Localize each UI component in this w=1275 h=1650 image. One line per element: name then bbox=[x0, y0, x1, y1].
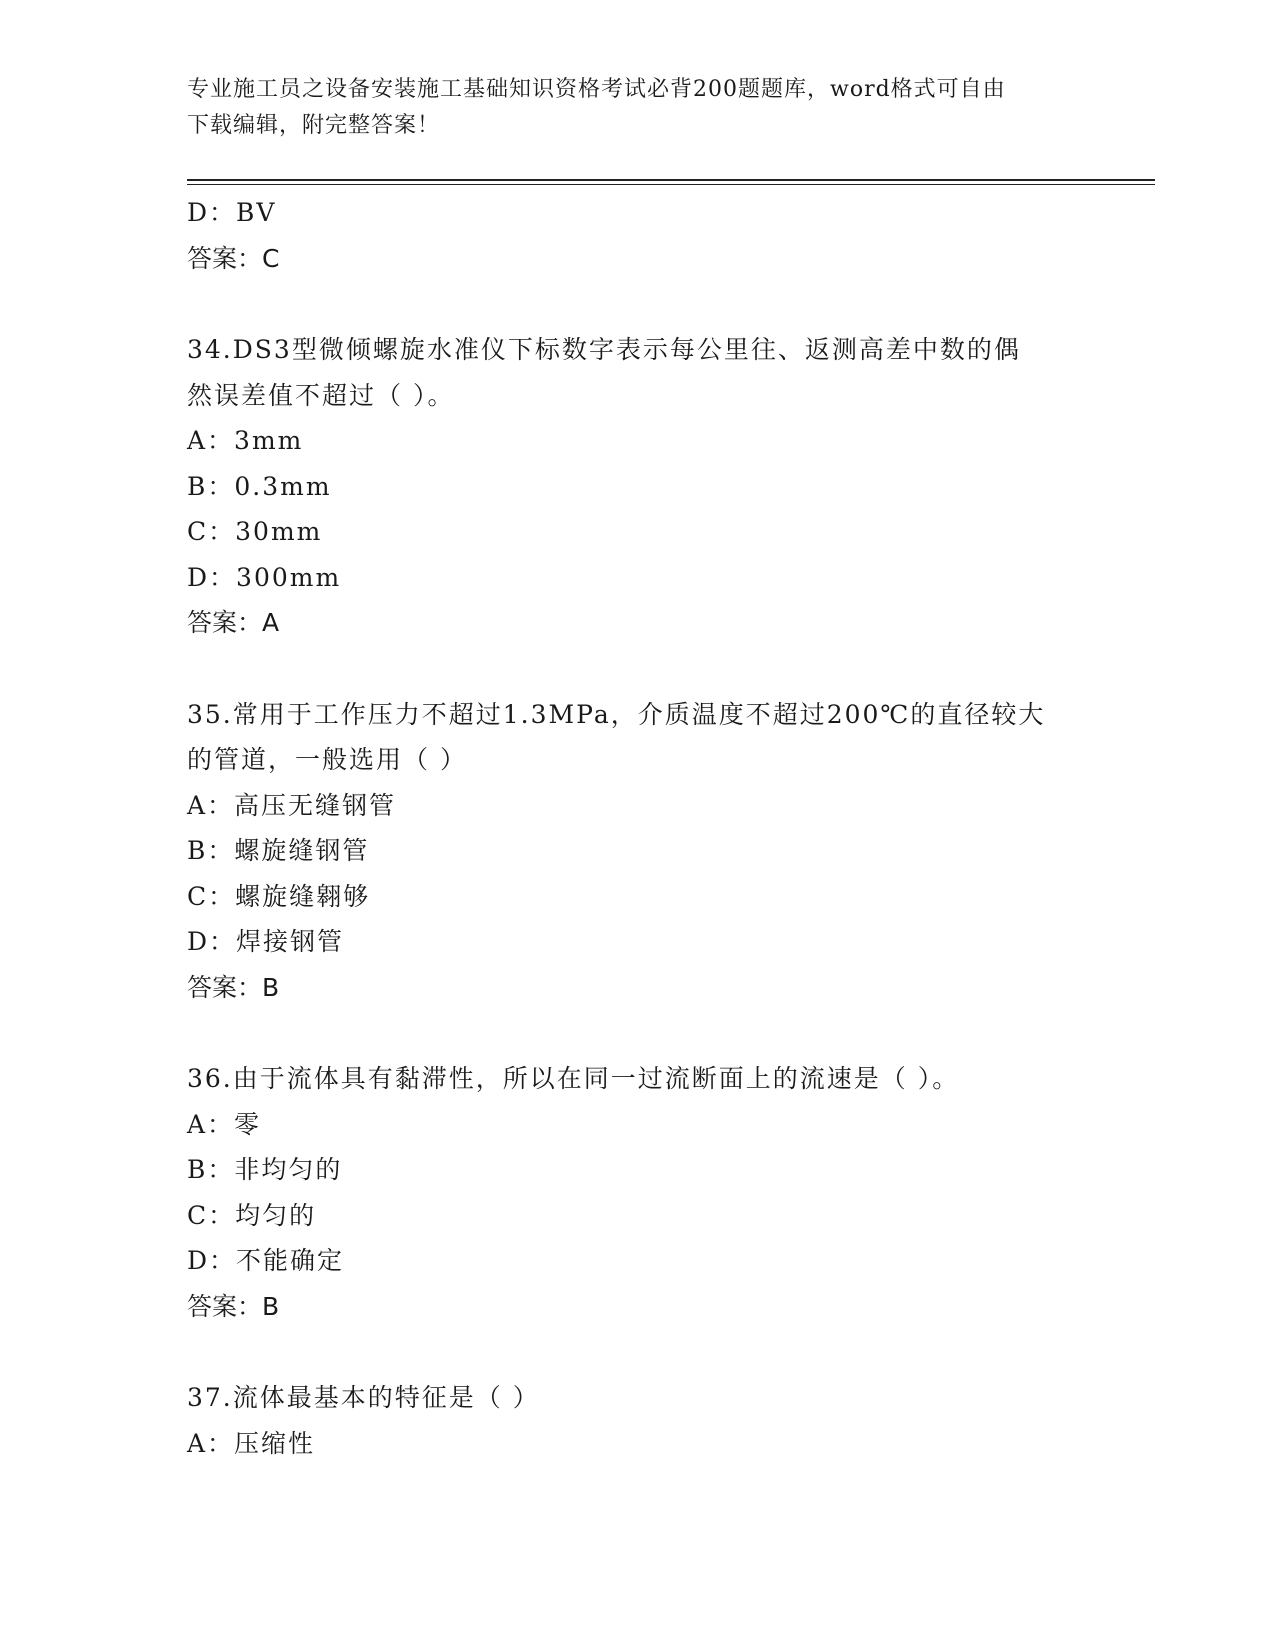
option-b: B：非均匀的 bbox=[187, 1155, 343, 1184]
question-35 bbox=[187, 692, 1087, 1011]
option-a: A：3mm bbox=[187, 426, 304, 455]
answer-line: 答案：B bbox=[187, 972, 280, 1002]
answer-line: 答案：A bbox=[187, 608, 280, 637]
question-text-line-1: 36.由于流体具有黏滞性，所以在同一过流断面上的流速是（ ）。 bbox=[187, 1064, 960, 1093]
option-d: D：BV bbox=[187, 198, 277, 227]
document-page bbox=[187, 0, 1157, 1650]
option-c: C：均匀的 bbox=[187, 1200, 317, 1230]
question-36 bbox=[187, 1056, 1087, 1329]
question-37 bbox=[187, 1375, 1087, 1466]
option-c: C：螺旋缝翱够 bbox=[187, 881, 371, 911]
header-line-1: 专业施工员之设备安装施工基础知识资格考试必背200题题库，word格式可自由 bbox=[187, 77, 1006, 102]
question-list bbox=[187, 190, 1087, 1466]
option-d: D：焊接钢管 bbox=[187, 927, 345, 956]
header-line-2: 下载编辑，附完整答案！ bbox=[187, 113, 441, 138]
option-a: A：零 bbox=[187, 1109, 262, 1139]
answer-line: 答案：C bbox=[187, 243, 280, 273]
page-header bbox=[187, 72, 1067, 144]
question-text-line-2: 的管道，一般选用（ ） bbox=[187, 745, 467, 774]
option-a: A：压缩性 bbox=[187, 1428, 316, 1458]
option-d: D：300mm bbox=[187, 562, 342, 592]
option-d: D：不能确定 bbox=[187, 1246, 345, 1275]
question-text-line-1: 35.常用于工作压力不超过1.3MPa，介质温度不超过200℃的直径较大 bbox=[187, 699, 1046, 729]
header-rule-thick bbox=[187, 179, 1155, 181]
question-text-line-1: 34.DS3型微倾螺旋水准仪下标数字表示每公里往、返测高差中数的偶 bbox=[187, 335, 1021, 364]
question-text-line-2: 然误差值不超过（ ）。 bbox=[187, 380, 455, 410]
header-rule-thin bbox=[187, 184, 1155, 185]
option-c: C：30mm bbox=[187, 517, 323, 546]
question-34 bbox=[187, 327, 1087, 646]
option-b: B：0.3mm bbox=[187, 471, 332, 501]
answer-line: 答案：B bbox=[187, 1291, 280, 1321]
option-a: A：高压无缝钢管 bbox=[187, 790, 397, 820]
question-33-tail bbox=[187, 190, 1087, 281]
question-text-line-1: 37.流体最基本的特征是（ ） bbox=[187, 1383, 540, 1412]
option-b: B：螺旋缝钢管 bbox=[187, 836, 370, 865]
